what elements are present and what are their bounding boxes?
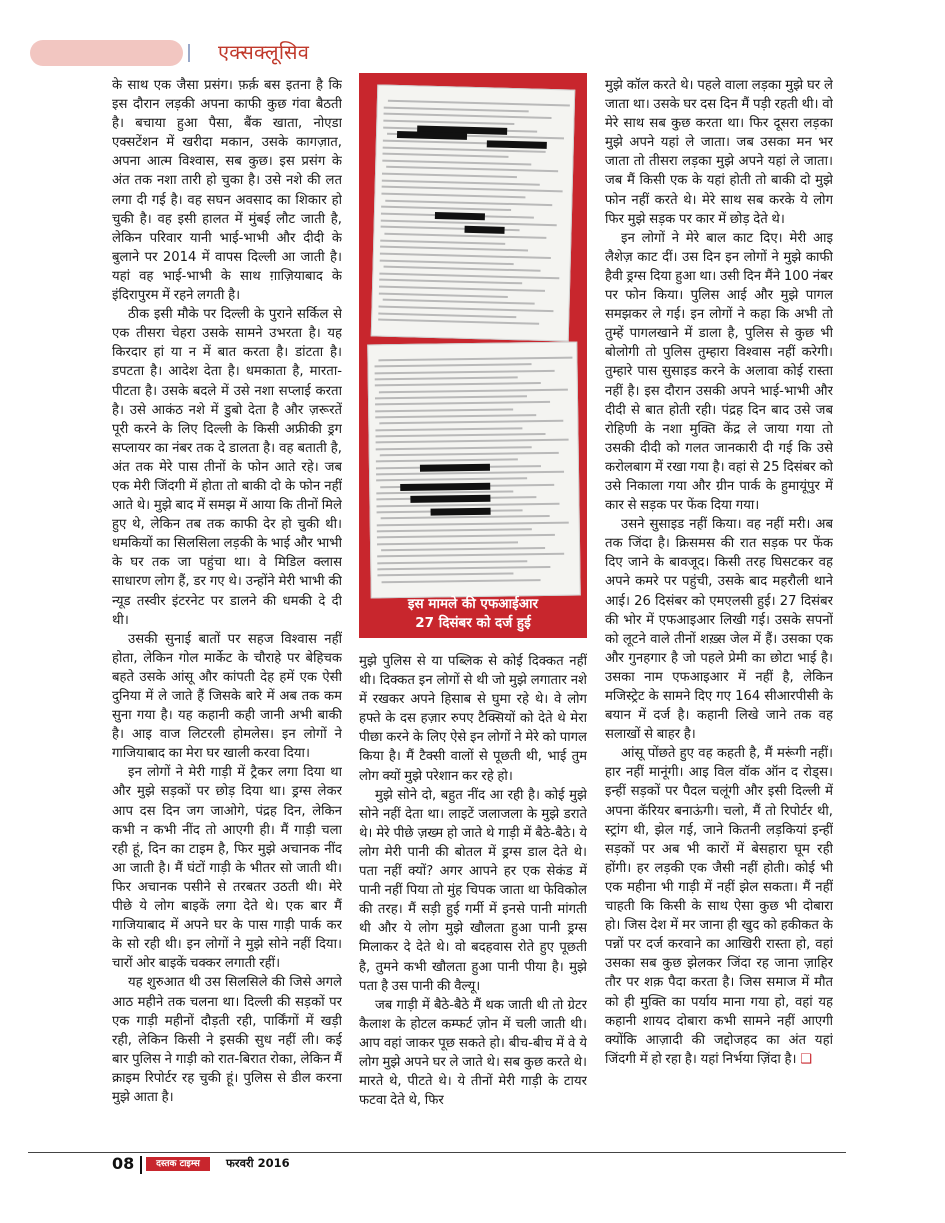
caption-line-1: इस मामले की एफआईआर [407,596,539,612]
paragraph: इन लोगों ने मेरे बाल काट दिए। मेरी आइ लैशेज़ काट दीं। उस दिन इन लोगों ने मुझे काफी हैवी ड्रग्स दिया हुआ था। उसी दिन मैंने 100 नंबर पर फोन किया। पुलिस आई और मुझे पागल समझकर ले गई। इन लोगों ने कहा कि अभी तो तुम्हें पागलखाने में डाला है, पुलिस से कुछ भी बोलोगी तो पुलिस तुम्हारा विश्वास नहीं करेगी। तुम्हारे पास सुसाइड करने के अलावा कोई रास्ता नहीं है। इस दौरान उसकी अपने भाई-भाभी और दीदी से बात होती रही। पंद्रह दिन बाद उसे जब रोहिणी के नशा मुक्ति केंद्र ले जाया गया तो उसकी दीदी को गलत जानकारी दी गई कि उसे करोलबाग में रखा गया है। वहां से 25 दिसंबर को उसे निकाला गया और ग्रीन पार्क के हुमायूंपुर में कार से सड़क पर फेंक दिया गया। [605,230,833,514]
document-text-line [388,100,570,107]
paragraph: मुझे सोने दो, बहुत नींद आ रही है। कोई मुझे सोने नहीं देता था। लाइटें जलाजला के मुझे डराते थे। मेरे पीछे ज़ख्म हो जाते थे गाड़ी में बैठे-बैठे। ये लोग मेरी पानी की बोतल में ड्रग्स डाल देते थे। पता नहीं क्यों? अगर आपने हर एक सेकंड में पानी नहीं पिया तो मुंह चिपक जाता था फेविकोल की तरह। मैं सड़ी हुई गर्मी में इनसे पानी मांगती थी और ये लोग मुझे खौलता हुआ पानी ड्रग्स मिलाकर दे देते थे। वो बदहवास रोते हुए पूछती है, तुमने कभी खौलता हुआ पानी पीया है। मुझे पता है उस पानी की वैल्यू। [359,787,587,994]
document-text-line [377,521,569,526]
document-text-line [375,382,541,386]
document-text-line [376,471,564,476]
footer-rule [28,1152,846,1153]
document-text-line [381,547,545,551]
redaction-bar [431,508,491,516]
paragraph: यह शुरुआत थी उस सिलसिले की जिसे अगले आठ महीने तक चलना था। दिल्ली की सड़कों पर एक गाड़ी महीनों दौड़ती रही, पार्किंगों में खड़ी रही, लेकिन किसी ने इसकी सुध नहीं ली। कई बार पुलिस ने गाड़ी को रात-बिरात रोका, लेकिन मैं क्राइम रिपोर्टर रह चुकी हूं। पुलिस से डील करना मुझे आता है। [112,975,342,1105]
document-text-line [377,566,550,570]
document-text-line [377,528,532,532]
article-column-2 [359,652,587,1144]
document-text-line [382,173,517,179]
document-text-line [376,459,518,463]
article-column-1 [112,76,342,1144]
end-mark-icon: ❑ [800,1051,812,1067]
article-column-3 [605,76,833,1144]
document-text-line [383,120,514,125]
document-text-line [380,259,514,265]
document-text-line [375,401,550,405]
magazine-logo: दस्तक टाइम्स [146,1157,210,1171]
redaction-bar [420,463,490,471]
paragraph: इन लोगों ने मेरी गाड़ी में ट्रैकर लगा दिया था और मुझे सड़कों पर छोड़ दिया था। ड्रग्स लेकर आप दस दिन जग जाओगे, पंद्रह दिन, लेकिन कभी न कभी नींद तो आएगी ही। मैं गाड़ी चला रही हूं, दिन का टाइम है, फिर मुझे अचानक नींद आ जाती है। मैं घंटों गाड़ी के भीतर सो जाती थी। फिर अचानक पसीने से तरबतर उठती थी। मेरे पीछे ये लोग बाइकें लगा देते थे। एक बार मैं गाजियाबाद में अपने घर के पास गाड़ी पार्क कर के सो रही थी। इन लोगों ने मुझे सोने नहीं दिया। चारों ओर बाइकें चक्कर लगाती रहीं। [112,765,342,972]
document-text-line [380,239,505,244]
paragraph: जब गाड़ी में बैठे-बैठे मैं थक जाती थी तो ग्रेटर कैलाश के होटल कम्फर्ट ज़ोन में चली जाती थी। आप वहां जाकर पूछ सकते हो। बीच-बीच में वे ये लोग मुझे अपने घर ले जाते थे। सब कुछ करते थे। मारते थे, पीटते थे। ये तीनों मेरी गाड़ी के टायर फटवा देते थे, फिर [359,997,587,1109]
document-text-line [375,414,536,418]
redaction-bar [410,495,490,503]
document-text-line [378,357,572,362]
document-text-line [375,427,522,431]
document-text-line [379,420,563,425]
document-text-line [378,319,539,325]
paragraph-text: आंसू पोंछते हुए वह कहती है, मैं मरूंगी नहीं। हार नहीं मानूंगी। आइ विल वॉक ऑन द रोड्स। इन्हीं सड़कों पर पैदल चलूंगी और इसी दिल्ली में अपना कॅरियर बनाऊंगी। चलो, मैं तो रिपोर्टर थी, स्ट्रांग थी, झेल गई, जाने कितनी लड़कियां इन्हीं सड़कों पर अब भी कारों में बेसहारा घूम रही होंगी। हर लड़की एक जैसी नहीं होती। कोई भी एक महीना भी गाड़ी में नहीं झेल सकता। मैं नहीं चाहती कि किसी के साथ ऐसा कुछ भी दोबारा हो। जिस देश में मर जाना ही खुद को हकीकत के पन्नों पर दर्ज करवाने का आखिरी रास्ता हो, वहां उसका सब कुछ झेलकर जिंदा रह जाना ज़ाहिर तौर पर शक़ पैदा करता है। जिस समाज में मौत को ही मुक्ति का पर्याय माना गया हो, वहां यह कहानी शायद दोबारा कभी सामने नहीं आएगी क्योंकि आज़ादी की जद्दोजहद का अंत यहां जिंदगी में हो रहा है। यहां निर्भया ज़िंदा है। [605,746,833,1067]
document-text-line [376,439,569,444]
document-text-line [384,106,529,112]
document-text-line [382,159,531,165]
document-text-line [377,534,555,538]
fir-photo-box [359,73,587,638]
section-tab [30,40,183,66]
paragraph: ठीक इसी मौके पर दिल्ली के पुराने सर्किल से एक तीसरा चेहरा उसके सामने उभरता है। यह किरदार हां या न में बात करता है। डांटता है। डपटता है। आदेश देता है। धमकाता है, मारता-पीटता है। उसके बदले में उसे नशा सप्लाई करता है। उसे आकंठ नशे में डुबो देता है और ज़रूरतें पूरी करने के लिए दिल्ली के किसी अफ्रीकी ड्रग सप्लायर का नंबर तक दे डालता है। वह बताती है, अंत तक मेरे पास तीनों के फोन आते रहे। जब एक मेरी जिंदगी में होता तो बाकी दो के फोन नहीं आते थे। मुझे बाद में समझ में आया कि तीनों मिले हुए थे, लेकिन तब तक काफी देर हो चुकी थी। धमकियों का सिलसिला लड़की के भाई और भाभी के घर तक जा पहुंचा था। वे मिडिल क्लास साधारण लोग हैं, डर गए थे। उन्होंने मेरी भाभी की न्यूड तस्वीर इंटरनेट पर डालने की धमकी दे दी थी। [112,307,342,628]
section-divider [188,44,190,62]
document-text-line [382,179,540,185]
document-text-line [375,408,513,412]
document-text-line [376,433,546,437]
document-text-line [378,312,516,318]
document-text-line [378,306,553,313]
document-text-line [381,219,557,226]
document-text-line [384,233,546,239]
document-text-line [384,113,552,119]
section-title: एक्सक्लूसिव [218,40,310,64]
document-text-line [380,246,528,252]
document-text-line [376,502,559,507]
document-text-line [381,206,511,211]
document-text-line [379,286,545,292]
document-text-line [380,252,551,258]
paragraph: मुझे पुलिस से या पब्लिक से कोई दिक्कत नहीं थी। दिक्कत इन लोगों से थी जो मुझे लगातार नशे में रखकर अपने हिसाब से घुमा रहे थे। वे लोग हफ्ते के दस हज़ार रुपए टैक्सियों को देते थे मेरा पीछा करने के लिए ऐसे इन लोगों ने मेरे को पागल किया है। मैं टैक्सी वालों से पूछती थी, भाई तुम लोग क्यों मुझे परेशान कर रहे हो। [359,654,587,784]
issue-date: फरवरी 2016 [226,1156,290,1170]
photo-caption [359,595,587,633]
document-text-line [379,388,568,393]
paragraph [605,744,833,1069]
document-text-line [376,490,513,494]
document-text-line [383,299,535,305]
document-text-line [381,193,525,199]
redaction-bar [487,140,547,149]
document-text-line [375,376,518,380]
document-text-line [382,153,508,158]
document-text-line [376,478,527,482]
caption-line-2: 27 दिसंबर को दर्ज हुई [415,615,531,631]
document-text-line [375,395,527,399]
document-text-line [382,579,541,583]
document-text-line [376,446,532,450]
document-text-line [385,199,552,205]
redaction-bar [397,131,467,140]
document-text-line [377,553,564,558]
footer-divider [140,1156,142,1174]
document-text-line [380,452,559,456]
fir-document-page-2 [367,342,581,599]
fir-document-page-1 [371,84,576,341]
document-text-line [386,166,558,173]
document-text-line [375,370,555,375]
document-text-line [375,364,532,368]
paragraph: के साथ एक जैसा प्रसंग। फ़र्क़ बस इतना है कि इस दौरान लड़की अपना काफी कुछ गंवा बैठती है। बचाया हुआ पैसा, बैंक खाता, नोएडा एक्सटेंशन में खरीदा मकान, उसके कागज़ात, अपना आत्म विश्वास, सब कुछ। इस प्रसंग के अंत तक नशा तारी हो चुका है। उसे नशे की लत लगा दी गई है। वह सघन अवसाद का शिकार हो चुकी है। वह इसी हालत में मुंबई लौट जाती है, लेकिन परिवार यानी भाई-भाभी और दीदी के बुलाने पर 2014 में वापस दिल्ली आ जाती है। यहां वह भाई-भाभी के साथ ग़ाज़ियाबाद के इंदिरापुरम में रहने लगती है। [112,78,342,304]
document-text-line [377,541,518,545]
redaction-bar [400,482,490,490]
document-text-line [377,573,513,577]
document-text-line [382,186,563,193]
redaction-bar [464,226,504,234]
paragraph: उसकी सुनाई बातों पर सहज विश्वास नहीं होता, लेकिन गोल मार्केट के चौराहे पर बेहिचक बहते उसके आंसू और कांपती देह हमें एक ऐसी दुनिया में ले जाते हैं जिसके बारे में अब तक कम सुना गया है। यह कहानी कही जानी अभी बाकी है। आइ वाज लिटरली होमलेस। इन लोगों ने गाजियाबाद का मेरा घर खाली करवा दिया। [112,631,342,762]
document-text-line [377,560,527,564]
page-number: 08 [112,1154,135,1173]
document-text-line [384,266,541,272]
document-text-line [379,292,508,297]
document-text-line [379,279,522,285]
paragraph: उसने सुसाइड नहीं किया। वह नहीं मरी। अब तक जिंदा है। क्रिसमस की रात सड़क पर फेंक दिए जाने के बावजूद। किसी तरह घिसटकर वह अपने कमरे पर पहुंची, उसके बाद महरौली थाने आई। 26 दिसंबर को एमएलसी हुई। 27 दिसंबर की भोर में एफआइआर लिखी गई। उसके सपनों को लूटने वाले तीनों शख़्स जेल में हैं। उसका एक और गुनहगार है जो पहले प्रेमी का छोटा भाई है। उसका नाम एफआइआर में नहीं है, लेकिन मजिस्ट्रेट के सामने दिए गए 164 सीआरपीसी के बयान में दर्ज है। कहानी लिखे जाने तक वह सलाखों से बाहर है। [605,517,833,743]
document-text-line [379,272,559,279]
paragraph: मुझे कॉल करते थे। पहले वाला लड़का मुझे घर ले जाता था। उसके घर दस दिन मैं पड़ी रहती थी। वो मेरे साथ सब कुछ करता था। फिर दूसरा लड़का मुझे अपने यहां ले जाता। जब उसका मन भर जाता तो तीसरा लड़का मुझे अपने यहां ले जाता। जब मैं किसी एक के यहां होती तो बाकी दो मुझे फोन नहीं करते थे। मेरे साथ सब करके ये लोग फिर मुझे सड़क पर कार में छोड़ देते थे। [605,78,833,227]
document-text-line [381,515,550,519]
redaction-bar [435,212,485,220]
